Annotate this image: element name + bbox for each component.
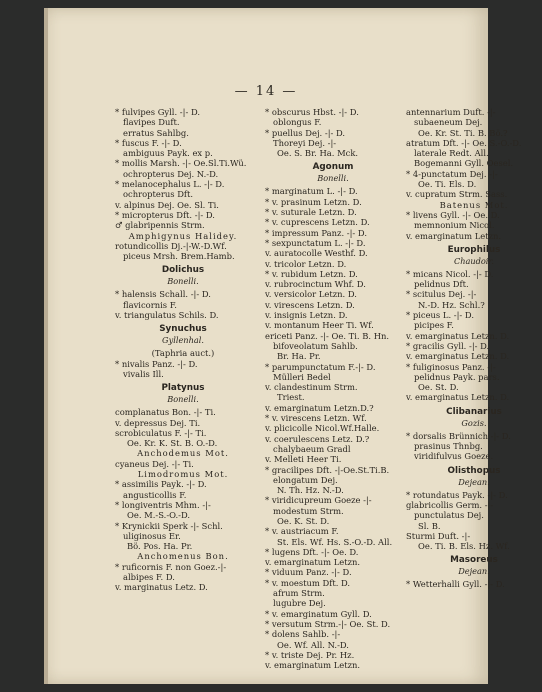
species-entry: v. alpinus Dej. Oe. Sl. Ti. (115, 199, 219, 210)
genus-author: Bonelli. (167, 276, 199, 287)
species-entry: * Krynickii Sperk -|- Schl. (115, 520, 223, 531)
synonym-entry: ochropterus Dej. N.-D. (123, 168, 219, 179)
species-entry: * v. rubidum Letzn. D. (265, 268, 358, 279)
locality-entry: Oe. M.-S.-O.-D. (127, 510, 191, 521)
genus-heading: Platynus (161, 383, 205, 394)
synonym-entry: bifoveolatum Sahlb. (273, 340, 358, 351)
species-entry: * dolens Sahlb. -|- (265, 629, 341, 640)
locality-entry: Oe. Wf. All. N.-D. (277, 639, 349, 650)
species-entry: glabricollis Germ. -|- (406, 499, 494, 510)
species-entry: complanatus Bon. -|- Ti. (115, 407, 216, 418)
synonym-entry: laterale Redt. All. (414, 148, 489, 159)
synonym-entry: albipes F. D. (123, 571, 175, 582)
genus-author: Dejean. (458, 476, 490, 487)
species-entry: v. emarginatus Letzn. D. (406, 351, 510, 362)
species-entry: atratum Dft. -|- Oe. S.-O.-D. (406, 137, 522, 148)
species-entry: scrobiculatus F. -|- Ti. (115, 427, 207, 438)
species-entry: * versutum Strm.-|- Oe. St. D. (265, 618, 391, 629)
genus-author: Chaudoir. (453, 255, 495, 266)
species-entry: v. emarginatum Letzn. (406, 230, 502, 241)
subgenus-heading: Anchomenus Bon. (137, 551, 229, 562)
species-entry: * fuscus F. -|- D. (115, 137, 182, 148)
locality-entry: Bö. Pos. Ha. Pr. (127, 541, 193, 552)
species-entry: * micans Nicol. -|- D. (406, 268, 494, 279)
genus-heading: Europhilus (447, 244, 501, 255)
species-entry: * 4-punctatum Dej. -|- (406, 168, 498, 179)
species-entry: * rotundatus Payk. -|- D. (406, 489, 508, 500)
synonym-entry: erratus Sahlbg. (123, 127, 189, 138)
species-entry: v. versicolor Letzn. D. (265, 289, 357, 300)
genus-author: Gozis. (461, 417, 487, 428)
column-2 (265, 107, 401, 670)
genus-heading: Synuchus (159, 324, 207, 335)
species-entry: antennarium Duft. -|- (406, 107, 496, 117)
synonym-entry: afrum Strm. (273, 588, 325, 599)
species-entry: * ruficornis F. non Goez.-|- (115, 561, 227, 572)
subgenus-heading: Anchodemus Mot. (137, 448, 229, 459)
species-entry: ericeti Panz. -|- Oe. Ti. B. Hn. (265, 330, 390, 341)
species-entry: * viduum Panz. -|- D. (265, 567, 352, 578)
synonym-entry: oblongus F. (273, 117, 322, 128)
species-entry: * melanocephalus L. -|- D. (115, 179, 225, 190)
species-entry: * marginatum L. -|- D. (265, 186, 358, 197)
synonym-entry: modestum Strm. (273, 505, 344, 516)
species-entry: * v. austriacum F. (265, 526, 339, 537)
synonym-entry: elongatum Dej. (273, 474, 338, 485)
species-entry: * viridicupreum Goeze -|- (265, 495, 372, 506)
species-entry: * gracilis Gyll. -|- D. (406, 340, 490, 351)
species-entry: * piceus L. -|- D. (406, 310, 474, 321)
species-entry: v. marginatus Letz. D. (115, 582, 208, 593)
species-entry: Sturmi Duft. -|- (406, 530, 471, 541)
locality-entry: Sl. B. (418, 520, 441, 531)
genus-heading: Dolichus (161, 265, 205, 276)
synonym-entry: picipes F. (414, 320, 454, 331)
species-entry: v. emarginatum Letzn. (265, 557, 361, 568)
genus-heading: Clibanarius (446, 406, 502, 417)
locality-entry: Oe. Ti. B. Els. Hz. Wf. (418, 541, 510, 552)
synonym-entry: ochropterus Dft. (123, 189, 194, 200)
species-entry: * micropterus Dft. -|- D. (115, 209, 215, 220)
genus-author: Dejean. (458, 566, 490, 577)
species-entry: * lugens Dft. -|- Oe. D. (265, 546, 359, 557)
species-entry: v. coerulescens Letz. D.? (265, 433, 370, 444)
column-3 (406, 107, 542, 590)
synonym-entry: subaeneum Dej. (414, 117, 483, 128)
synonym-entry: chalybaeum Gradl (273, 443, 351, 454)
species-entry: * v. moestum Dft. D. (265, 577, 351, 588)
species-entry: v. montanum Heer Ti. Wf. (265, 320, 374, 331)
locality-entry: Oe. St. D. (418, 382, 459, 393)
species-entry: * fuliginosus Panz. -|- (406, 361, 496, 372)
species-entry: * v. virescens Letzn. Wf. (265, 413, 367, 424)
locality-entry: Oe. Kr. K. St. B. O.-D. (127, 438, 218, 449)
synonym-entry: flavicornis F. (123, 299, 177, 310)
species-entry: v. tricolor Letzn. D. (265, 258, 347, 269)
species-entry: * scitulus Dej. -|- (406, 289, 477, 300)
locality-entry: Br. Ha. Pr. (277, 351, 321, 362)
species-entry: * longiventris Mhm. -|- (115, 499, 211, 510)
synonym-entry: angusticollis F. (123, 489, 187, 500)
column-1 (115, 107, 251, 593)
species-entry: * obscurus Hbst. -|- D. (265, 107, 359, 117)
species-entry: cyaneus Dej. -|- Ti. (115, 458, 194, 469)
genus-heading: Masoreus (450, 555, 498, 566)
synonym-entry: pelidnus Dft. (414, 279, 469, 290)
species-entry: * v. emarginatum Gyll. D. (265, 608, 372, 619)
species-entry: * v. triste Dej. Pr. Hz. (265, 649, 355, 660)
species-entry: v. depressus Dej. Ti. (115, 417, 201, 428)
synonym-entry: Bogemanni Gyll. Oesel. (414, 158, 514, 169)
locality-entry: St. Els. Wf. Hs. S.-O.-D. All. (277, 536, 393, 547)
note-entry: (Taphria auct.) (151, 348, 215, 359)
species-entry: rotundicollis Dj.-|-W.-D.Wf. (115, 240, 227, 251)
genus-author: Bonelli. (317, 173, 349, 184)
synonym-entry: vivalis Ill. (123, 368, 164, 379)
synonym-entry: Mülleri Bedel (273, 371, 331, 382)
synonym-entry: lugubre Dej. (273, 598, 326, 609)
page-number: — 14 — (234, 84, 298, 99)
species-entry: * parumpunctatum F.-|- D. (265, 361, 376, 372)
species-entry: * v. prasinum Letzn. D. (265, 196, 362, 207)
locality-entry: N. Th. Hz. N.-D. (277, 485, 344, 496)
synonym-entry: punctulatus Dej. (414, 510, 484, 521)
species-entry: * puellus Dej. -|- D. (265, 127, 346, 138)
species-entry: * v. suturale Letzn. D. (265, 207, 357, 218)
synonym-entry: flavipes Duft. (123, 117, 180, 128)
species-entry: * Wetterhalli Gyll. -|- D. (406, 579, 505, 590)
species-entry: v. emarginatum Letzn. (265, 660, 361, 671)
species-entry: * nivalis Panz. -|- D. (115, 358, 198, 369)
species-entry: v. auratocolle Westhf. D. (265, 248, 368, 259)
species-entry: * gracilipes Dft. -|-Oe.St.Ti.B. (265, 464, 390, 475)
synonym-entry: viridifulvus Goeze. (414, 451, 494, 462)
genus-heading: Olisthopus (447, 465, 501, 476)
subgenus-heading: Batenus Mot. (439, 199, 509, 210)
synonym-entry: pelidnus Payk. pars. (414, 371, 500, 382)
locality-entry: Oe. S. Br. Ha. Mck. (277, 148, 359, 159)
genus-heading: Agonum (312, 162, 354, 173)
locality-entry: Triest. (277, 392, 305, 403)
synonym-entry: piceus Mrsh. Brem.Hamb. (123, 251, 235, 262)
species-entry: v. rubrocinctum Whf. D. (265, 279, 366, 290)
species-entry: v. emarginatus Letzn. D. (406, 392, 510, 403)
species-entry: * dorsalis Brünnich -|- D. (406, 430, 511, 441)
species-entry: v. emarginatus Letzn. D. (406, 330, 510, 341)
species-entry: * impressum Panz. -|- D. (265, 227, 367, 238)
genus-author: Bonelli. (167, 394, 199, 405)
species-entry: * fulvipes Gyll. -|- D. (115, 107, 201, 117)
book-page (44, 8, 522, 684)
species-entry: v. insignis Letzn. D. (265, 310, 348, 321)
species-entry: v. clandestinum Strm. (265, 382, 358, 393)
species-entry: * sexpunctatum L. -|- D. (265, 237, 366, 248)
synonym-entry: ambiguus Payk. ex p. (123, 148, 213, 159)
species-entry: * assimilis Payk. -|- D. (115, 479, 207, 490)
species-entry: * v. cuprescens Letzn. D. (265, 217, 370, 228)
species-entry: v. Melleti Heer Ti. (265, 454, 342, 465)
species-entry: ♂ glabripennis Strm. (115, 220, 205, 231)
species-entry: v. emarginatum Letzn.D.? (265, 402, 374, 413)
species-entry: v. triangulatus Schils. D. (115, 310, 219, 321)
locality-entry: N.-D. Hz. Schl.? (418, 299, 485, 310)
synonym-entry: prasinus Thnbg. (414, 441, 483, 452)
species-entry: v. cupratum Strm. Sass. (406, 189, 508, 200)
species-entry: * halensis Schall. -|- D. (115, 289, 211, 300)
subgenus-heading: Limodromus Mot. (137, 469, 229, 480)
locality-entry: Oe. Ti. Els. D. (418, 179, 477, 190)
species-entry: * livens Gyll. -|- Oe. D. (406, 209, 500, 220)
subgenus-heading: Amphigynus Halidey. (128, 230, 238, 241)
genus-author: Gyllenhal. (162, 335, 204, 346)
locality-entry: Oe. Kr. St. Ti. B. Bö.? (418, 127, 508, 138)
locality-entry: Oe. K. St. D. (277, 515, 330, 526)
synonym-entry: uliginosus Er. (123, 530, 181, 541)
synonym-entry: Thoreyi Dej. -|- (273, 137, 337, 148)
species-entry: v. virescens Letzn. D. (265, 299, 355, 310)
synonym-entry: memnonium Nicol. (414, 220, 495, 231)
species-entry: v. plicicolle Nicol.Wf.Halle. (265, 423, 380, 434)
species-entry: * mollis Marsh. -|- Oe.Sl.Ti.Wü. (115, 158, 247, 169)
